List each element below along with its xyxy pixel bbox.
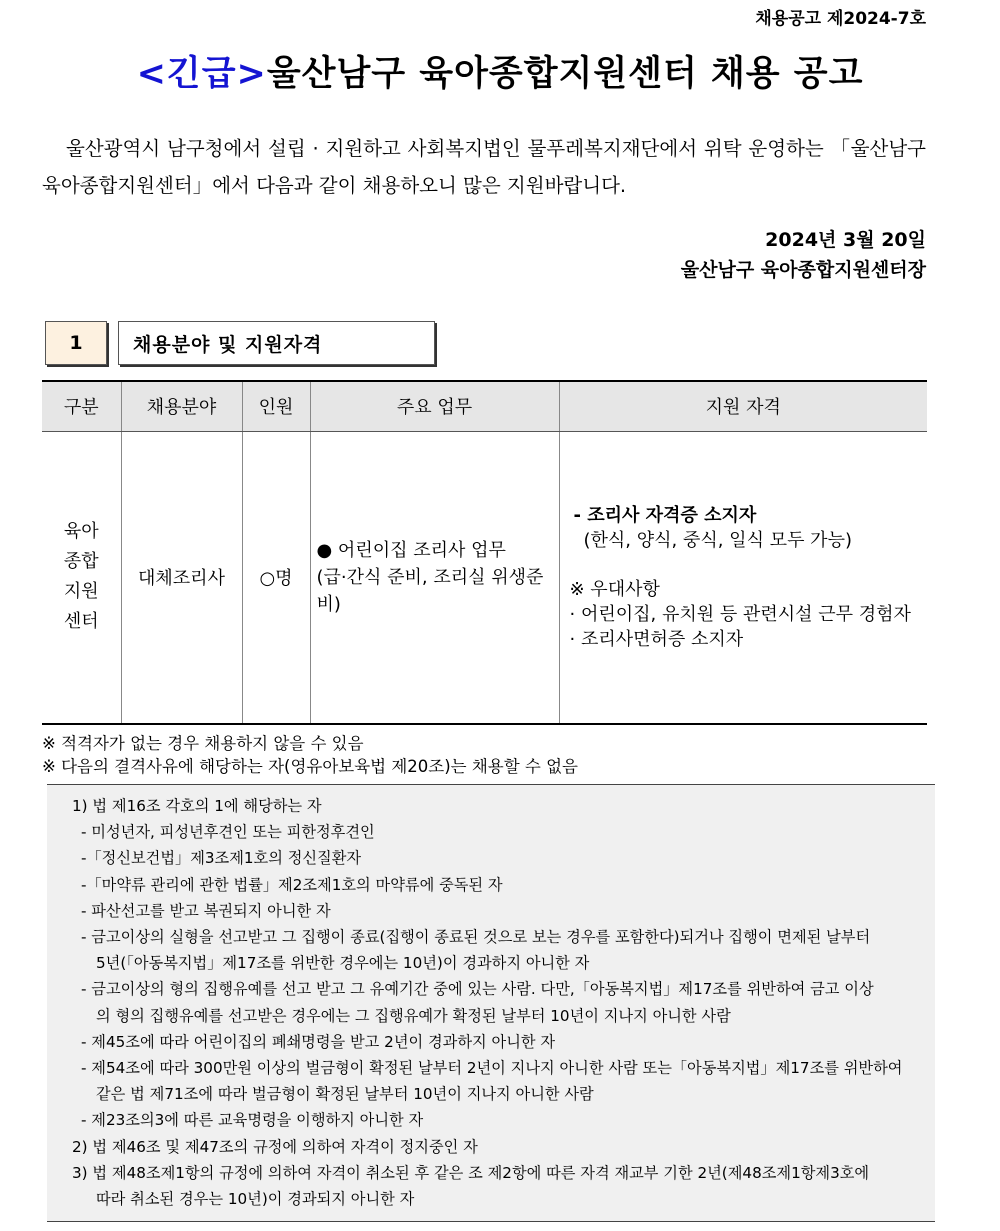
list-item: - 제54조에 따라 300만원 이상의 벌금형이 확정된 날부터 2년이 지나지 아니한 사람 또는「아동복지법」제17조를 위반하여 [81, 1059, 903, 1078]
col-header-duty: 주요 업무 [310, 381, 559, 431]
list-item-continued: 따라 취소된 경우는 10년)이 경과되지 아니한 자 [96, 1190, 415, 1209]
issuer-org: 울산남구 육아종합지원센터장 [680, 259, 926, 281]
cell-duty [310, 431, 559, 724]
cell-field: 대체조리사 [121, 431, 242, 724]
cell-qualification [559, 431, 927, 724]
disqualification-box [47, 784, 935, 1222]
col-header-count: 인원 [242, 381, 310, 431]
notes [42, 732, 578, 778]
list-item-continued: 5년(「아동복지법」제17조를 위반한 경우에는 10년)이 경과하지 아니한 자 [96, 954, 590, 973]
qualification-detail: (한식, 양식, 중식, 일식 모두 가능) [583, 529, 852, 551]
urgent-tag: <긴급> [136, 54, 267, 94]
duty-line: (급·간식 준비, 조리실 위생준비) [316, 566, 544, 615]
list-item-continued: 같은 법 제71조에 따라 벌금형이 확정된 날부터 10년이 지나지 아니한 사람 [96, 1085, 594, 1104]
list-item: - 금고이상의 실형을 선고받고 그 집행이 종료(집행이 종료된 것으로 보는 경우를 포함한다)되거나 집행이 면제된 날부터 [81, 928, 871, 947]
list-item: - 미성년자, 피성년후견인 또는 피한정후견인 [81, 823, 375, 842]
title-main: 울산남구 육아종합지원센터 채용 공고 [266, 54, 864, 94]
preference-heading: ※ 우대사항 [569, 578, 660, 600]
preference-item: · 조리사면허증 소지자 [569, 628, 744, 650]
list-item: - 제23조의3에 따른 교육명령을 이행하지 아니한 자 [81, 1111, 424, 1130]
intro-paragraph: 울산광역시 남구청에서 설립 · 지원하고 사회복지법인 물푸레복지재단에서 위탁 운영하는 「울산남구 육아종합지원센터」에서 다음과 같이 채용하오니 많은 지원바랍니다. [42, 137, 926, 197]
col-header-qualification: 지원 자격 [559, 381, 927, 431]
issue-date: 2024년 3월 20일 [765, 229, 926, 251]
list-item-continued: 의 형의 집행유예를 선고받은 경우에는 그 집행유예가 확정된 날부터 10년이 지나지 아니한 사람 [96, 1006, 731, 1025]
note-line: ※ 적격자가 없는 경우 채용하지 않을 수 있음 [42, 734, 364, 753]
list-item: - 제45조에 따라 어린이집의 폐쇄명령을 받고 2년이 경과하지 아니한 자 [81, 1032, 556, 1051]
section-number: 1 [45, 321, 107, 365]
preference-item: · 어린이집, 유치원 등 관련시설 근무 경험자 [569, 603, 911, 625]
list-item: 3) 법 제48조제1항의 규정에 의하여 자격이 취소된 후 같은 조 제2항에 따른 자격 재교부 기한 2년(제48조제1항제3호에 [72, 1163, 870, 1182]
cell-division: 육아 종합 지원 센터 [63, 521, 99, 633]
col-header-field: 채용분야 [121, 381, 242, 431]
list-item: 2) 법 제46조 및 제47조의 규정에 의하여 자격이 정지중인 자 [72, 1137, 478, 1156]
duty-line: ● 어린이집 조리사 업무 [316, 539, 506, 561]
page-title [0, 46, 1000, 96]
cell-count: ○명 [242, 431, 310, 724]
table-header-row [42, 381, 927, 431]
note-line: ※ 다음의 결격사유에 해당하는 자(영유아보육법 제20조)는 채용할 수 없음 [42, 757, 578, 776]
recruitment-table [42, 380, 927, 725]
list-item: - 금고이상의 형의 집행유예를 선고 받고 그 유예기간 중에 있는 사람. 다만,「아동복지법」제17조를 위반하여 금고 이상 [81, 980, 874, 999]
list-item: -「정신보건법」제3조제1호의 정신질환자 [81, 849, 362, 868]
list-item: - 파산선고를 받고 복권되지 아니한 자 [81, 901, 331, 920]
document-number: 채용공고 제2024-7호 [755, 9, 926, 29]
qualification-main: - 조리사 자격증 소지자 [573, 504, 757, 526]
table-row [42, 431, 927, 724]
list-item: 1) 법 제16조 각호의 1에 해당하는 자 [72, 797, 322, 815]
section-title: 채용분야 및 지원자격 [118, 321, 435, 365]
list-item: -「마약류 관리에 관한 법률」제2조제1호의 마약류에 중독된 자 [81, 875, 503, 894]
col-header-division: 구분 [42, 381, 121, 431]
